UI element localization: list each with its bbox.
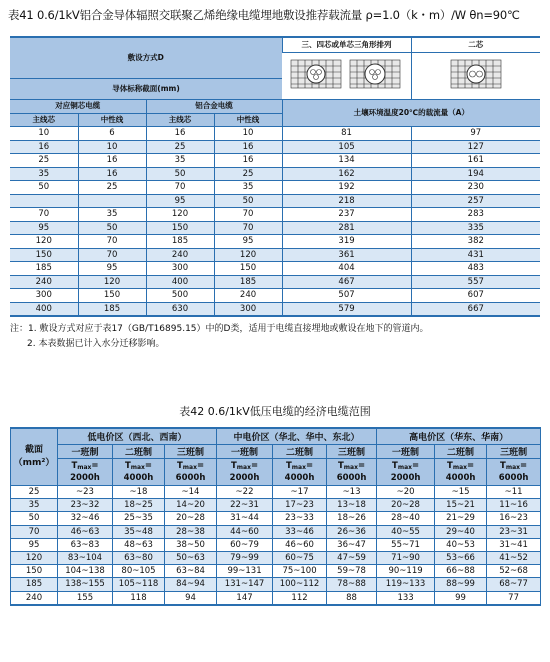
group-three-header: 三、四芯或单芯三角形排列 (282, 37, 411, 53)
table41-cell: 630 (146, 302, 214, 316)
table41-cell: 95 (78, 262, 146, 276)
table41-cell: 150 (214, 262, 282, 276)
table41-cell: 400 (10, 302, 78, 316)
table42-cell: 104~138 (58, 565, 113, 578)
table42-cell: 94 (165, 591, 217, 605)
table42-row (11, 578, 541, 591)
table41-cell: 70 (214, 221, 282, 235)
table41-cell: 507 (282, 289, 411, 303)
table41-row (10, 275, 540, 289)
table42-cell: 83~104 (58, 551, 113, 564)
tmax-value: 4000h (123, 473, 154, 483)
table42-cell: 95 (11, 538, 58, 551)
table42-cell: 40~53 (435, 538, 487, 551)
table42-cell: 18~26 (327, 512, 377, 525)
table41-cell: 35 (146, 154, 214, 168)
table41-cell: 70 (78, 235, 146, 249)
laying-sketch-two (411, 53, 540, 100)
table42-cell: 55~71 (377, 538, 435, 551)
table41-cell: 120 (78, 275, 146, 289)
table42-row (11, 565, 541, 578)
table41-title: 表41 0.6/1kV铝合金导体辐照交联聚乙烯绝缘电缆埋地敷设推荐载流量 ρ=1.0（k・m）/W θn=90℃ (8, 8, 520, 22)
table42-cell: 68~77 (487, 578, 541, 591)
tmax-header (273, 459, 327, 486)
table41-cell: 70 (78, 248, 146, 262)
table42-cell: 38~50 (165, 538, 217, 551)
table42-cell: 63~83 (58, 538, 113, 551)
table41-cell: 50 (10, 181, 78, 195)
tmax-label: Tmax= (71, 461, 99, 471)
table42-cell: 63~84 (165, 565, 217, 578)
table42-cell: 71~90 (377, 551, 435, 564)
table41-cell: 25 (10, 154, 78, 168)
table42 (10, 427, 541, 606)
table42-cell: 20~28 (165, 512, 217, 525)
tmax-value: 2000h (229, 473, 260, 483)
table42-cell: 48~63 (113, 538, 165, 551)
table42-row (11, 591, 541, 605)
table42-cell: 40~55 (377, 525, 435, 538)
shift-header: 一班制 (58, 445, 113, 459)
table41-cell: 150 (78, 289, 146, 303)
shift-header: 二班制 (113, 445, 165, 459)
table41-cell: 50 (146, 167, 214, 181)
table41-cell: 185 (78, 302, 146, 316)
table41-cell: 50 (78, 221, 146, 235)
table41-row (10, 140, 540, 154)
table41-cell: 120 (214, 248, 282, 262)
tmax-value: 2000h (390, 473, 421, 483)
table41-cell: 25 (78, 181, 146, 195)
table42-cell: 44~60 (217, 525, 273, 538)
table41-cell: 16 (78, 167, 146, 181)
shift-header: 三班制 (165, 445, 217, 459)
table41-cell: 120 (146, 208, 214, 222)
shift-header: 一班制 (377, 445, 435, 459)
section-unit: （mm²） (13, 458, 55, 468)
region-high-header: 高电价区（华东、华南） (377, 428, 541, 445)
table41-note-1: 注：1. 敷设方式对应于表17（GB/T16895.15）中的D类，适用于电缆直接埋地或敷设在地下的管道内。 (10, 324, 429, 334)
table41-cell: 240 (214, 289, 282, 303)
shift-header: 三班制 (487, 445, 541, 459)
table41-note-2: 2. 本表数据已计入水分迁移影响。 (27, 339, 165, 349)
table42-cell: 46~63 (58, 525, 113, 538)
table42-cell: ~18 (113, 486, 165, 499)
table41-cell: 194 (411, 167, 540, 181)
table42-cell: 17~23 (273, 499, 327, 512)
table41-row (10, 181, 540, 195)
table41-row (10, 262, 540, 276)
table41-cell: 361 (282, 248, 411, 262)
table41-cell: 16 (146, 127, 214, 141)
table42-cell: 112 (273, 591, 327, 605)
table42-cell: ~20 (377, 486, 435, 499)
table41-cell: 335 (411, 221, 540, 235)
table41-cell: 81 (282, 127, 411, 141)
shift-header: 二班制 (435, 445, 487, 459)
table42-cell: 60~75 (273, 551, 327, 564)
table42-cell: 23~31 (487, 525, 541, 538)
table41-cell: 50 (214, 194, 282, 208)
table42-cell: 47~59 (327, 551, 377, 564)
table41-cell: 404 (282, 262, 411, 276)
table41-cell (10, 194, 78, 208)
table42-row (11, 486, 541, 499)
table41-row (10, 221, 540, 235)
table42-cell: 119~133 (377, 578, 435, 591)
table41-row (10, 127, 540, 141)
table42-row (11, 538, 541, 551)
table42-cell: 120 (11, 551, 58, 564)
table42-cell: 36~47 (327, 538, 377, 551)
tmax-value: 6000h (336, 473, 367, 483)
table41-cell: 185 (10, 262, 78, 276)
table41-cell: 300 (214, 302, 282, 316)
table41-row (10, 167, 540, 181)
table42-cell: 118 (113, 591, 165, 605)
table42-cell: ~22 (217, 486, 273, 499)
shift-header: 三班制 (327, 445, 377, 459)
table42-row (11, 499, 541, 512)
table41-cell: 237 (282, 208, 411, 222)
table42-cell: 105~118 (113, 578, 165, 591)
table41-cell: 162 (282, 167, 411, 181)
table41-cell: 257 (411, 194, 540, 208)
table41-row (10, 302, 540, 316)
table41-cell: 25 (214, 167, 282, 181)
table41-cell: 431 (411, 248, 540, 262)
table42-row (11, 525, 541, 538)
table41-cell: 579 (282, 302, 411, 316)
laying-method-header: 敷设方式D (10, 37, 282, 79)
region-mid-header: 中电价区（华北、华中、东北） (217, 428, 377, 445)
table42-row (11, 551, 541, 564)
table41-row (10, 289, 540, 303)
tmax-label: Tmax= (230, 461, 259, 471)
table41-cell: 127 (411, 140, 540, 154)
alu-main-core-header: 主线芯 (146, 113, 214, 127)
table42-cell: 185 (11, 578, 58, 591)
tmax-value: 4000h (284, 473, 315, 483)
table42-cell: 16~23 (487, 512, 541, 525)
table42-cell: 23~32 (58, 499, 113, 512)
table42-cell: 99~131 (217, 565, 273, 578)
table42-cell: 29~40 (435, 525, 487, 538)
table41-row (10, 154, 540, 168)
table42-cell: 11~16 (487, 499, 541, 512)
table42-cell: 28~40 (377, 512, 435, 525)
table41-cell: 16 (78, 154, 146, 168)
table42-cell: 14~20 (165, 499, 217, 512)
table41-cell: 10 (10, 127, 78, 141)
group-two-header: 二芯 (411, 37, 540, 53)
tmax-header (165, 459, 217, 486)
table41-cell: 25 (146, 140, 214, 154)
table42-cell: 28~38 (165, 525, 217, 538)
table42-cell: ~23 (58, 486, 113, 499)
table41-cell: 500 (146, 289, 214, 303)
table42-cell: 100~112 (273, 578, 327, 591)
table41-cell: 150 (10, 248, 78, 262)
table41-cell: 230 (411, 181, 540, 195)
nominal-section-header: 导体标称截面(mm) (10, 79, 282, 100)
table42-cell: 46~60 (273, 538, 327, 551)
table42-cell: 26~36 (327, 525, 377, 538)
table41-row (10, 208, 540, 222)
table41-cell: 95 (10, 221, 78, 235)
table41-cell: 185 (146, 235, 214, 249)
table41-cell: 319 (282, 235, 411, 249)
table41-cell: 70 (10, 208, 78, 222)
table41-cell: 218 (282, 194, 411, 208)
table41-row (10, 248, 540, 262)
table42-cell: 22~31 (217, 499, 273, 512)
copper-cable-header: 对应铜芯电缆 (10, 100, 146, 114)
table42-cell: 147 (217, 591, 273, 605)
table42-cell: 66~88 (435, 565, 487, 578)
table42-cell: 25 (11, 486, 58, 499)
table42-cell: 50 (11, 512, 58, 525)
table42-cell: 90~119 (377, 565, 435, 578)
copper-neutral-header: 中性线 (78, 113, 146, 127)
table41-cell: 70 (214, 208, 282, 222)
table42-cell: 150 (11, 565, 58, 578)
table41-cell: 150 (146, 221, 214, 235)
table41-cell: 120 (10, 235, 78, 249)
table42-cell: 131~147 (217, 578, 273, 591)
table41-cell: 400 (146, 275, 214, 289)
table41-cell: 192 (282, 181, 411, 195)
table42-cell: 21~29 (435, 512, 487, 525)
table41-cell: 6 (78, 127, 146, 141)
table41-cell: 35 (78, 208, 146, 222)
section-label: 截面 (24, 445, 43, 455)
shift-header: 二班制 (273, 445, 327, 459)
table42-cell: 77 (487, 591, 541, 605)
table41-cell: 97 (411, 127, 540, 141)
table42-row (11, 512, 541, 525)
copper-main-core-header: 主线芯 (10, 113, 78, 127)
ampacity-header: 土壤环境温度20℃的载流量（A） (282, 100, 540, 127)
buried-two-core-sketch-icon (446, 56, 506, 92)
table41-cell: 16 (10, 140, 78, 154)
table42-cell: 25~35 (113, 512, 165, 525)
table41-cell: 667 (411, 302, 540, 316)
table41-cell: 240 (10, 275, 78, 289)
tmax-label: Tmax= (176, 461, 205, 471)
table42-cell: 23~33 (273, 512, 327, 525)
tmax-header (113, 459, 165, 486)
table41-cell: 300 (146, 262, 214, 276)
tmax-label: Tmax= (447, 461, 475, 471)
table41-cell: 483 (411, 262, 540, 276)
table42-cell: 41~52 (487, 551, 541, 564)
table42-cell: 78~88 (327, 578, 377, 591)
table42-cell: 88 (327, 591, 377, 605)
table42-cell: 80~105 (113, 565, 165, 578)
table42-cell: 53~66 (435, 551, 487, 564)
table42-cell: 88~99 (435, 578, 487, 591)
table42-cell: 79~99 (217, 551, 273, 564)
table42-cell: 63~80 (113, 551, 165, 564)
tmax-header (217, 459, 273, 486)
table41-cell: 281 (282, 221, 411, 235)
tmax-label: Tmax= (124, 461, 153, 471)
table41-cell: 10 (214, 127, 282, 141)
table42-cell: ~15 (435, 486, 487, 499)
table41-cell: 105 (282, 140, 411, 154)
table41-cell: 185 (214, 275, 282, 289)
table42-cell: 13~18 (327, 499, 377, 512)
tmax-value: 6000h (175, 473, 206, 483)
table42-cell: 75~100 (273, 565, 327, 578)
table42-cell: ~17 (273, 486, 327, 499)
table41 (10, 36, 540, 317)
tmax-label: Tmax= (392, 461, 420, 471)
table42-cell: 20~28 (377, 499, 435, 512)
section-header (11, 428, 58, 486)
table41-cell: 382 (411, 235, 540, 249)
table41-cell: 16 (214, 140, 282, 154)
table41-cell: 95 (214, 235, 282, 249)
table41-cell: 240 (146, 248, 214, 262)
alu-cable-header: 铝合金电缆 (146, 100, 282, 114)
table42-cell: ~13 (327, 486, 377, 499)
laying-sketch-three (282, 53, 411, 100)
table41-cell (78, 194, 146, 208)
tmax-value: 6000h (498, 473, 529, 483)
table42-cell: 50~63 (165, 551, 217, 564)
tmax-label: Tmax= (500, 461, 528, 471)
tmax-header (487, 459, 541, 486)
table42-cell: 31~41 (487, 538, 541, 551)
table42-cell: 138~155 (58, 578, 113, 591)
alu-neutral-header: 中性线 (214, 113, 282, 127)
table42-cell: 33~46 (273, 525, 327, 538)
table41-cell: 70 (146, 181, 214, 195)
table42-cell: 52~68 (487, 565, 541, 578)
region-low-header: 低电价区（西北、西南） (58, 428, 217, 445)
table42-cell: 155 (58, 591, 113, 605)
table41-cell: 95 (146, 194, 214, 208)
table42-cell: 99 (435, 591, 487, 605)
table41-cell: 10 (78, 140, 146, 154)
table42-cell: 15~21 (435, 499, 487, 512)
table42-cell: 60~79 (217, 538, 273, 551)
table41-cell: 35 (10, 167, 78, 181)
table41-cell: 161 (411, 154, 540, 168)
tmax-header (327, 459, 377, 486)
table41-cell: 283 (411, 208, 540, 222)
table42-cell: 133 (377, 591, 435, 605)
tmax-value: 2000h (70, 473, 100, 483)
table42-cell: 70 (11, 525, 58, 538)
table42-cell: 35 (11, 499, 58, 512)
table42-cell: 35~48 (113, 525, 165, 538)
table42-cell: 240 (11, 591, 58, 605)
table41-cell: 607 (411, 289, 540, 303)
table41-cell: 300 (10, 289, 78, 303)
tmax-value: 4000h (445, 473, 476, 483)
tmax-label: Tmax= (337, 461, 366, 471)
table42-cell: 31~44 (217, 512, 273, 525)
table41-cell: 16 (214, 154, 282, 168)
table42-title: 表42 0.6/1kV低压电缆的经济电缆范围 (179, 405, 371, 418)
tmax-label: Tmax= (285, 461, 314, 471)
buried-cable-sketch-icon (288, 56, 404, 92)
table41-cell: 467 (282, 275, 411, 289)
table42-cell: 18~25 (113, 499, 165, 512)
shift-header: 一班制 (217, 445, 273, 459)
table41-row (10, 235, 540, 249)
table42-cell: 32~46 (58, 512, 113, 525)
table42-cell: ~11 (487, 486, 541, 499)
table41-row (10, 194, 540, 208)
tmax-header (435, 459, 487, 486)
table42-cell: 59~78 (327, 565, 377, 578)
tmax-header (58, 459, 113, 486)
table41-cell: 134 (282, 154, 411, 168)
table42-cell: 84~94 (165, 578, 217, 591)
table41-cell: 35 (214, 181, 282, 195)
table41-cell: 557 (411, 275, 540, 289)
tmax-header (377, 459, 435, 486)
table42-cell: ~14 (165, 486, 217, 499)
